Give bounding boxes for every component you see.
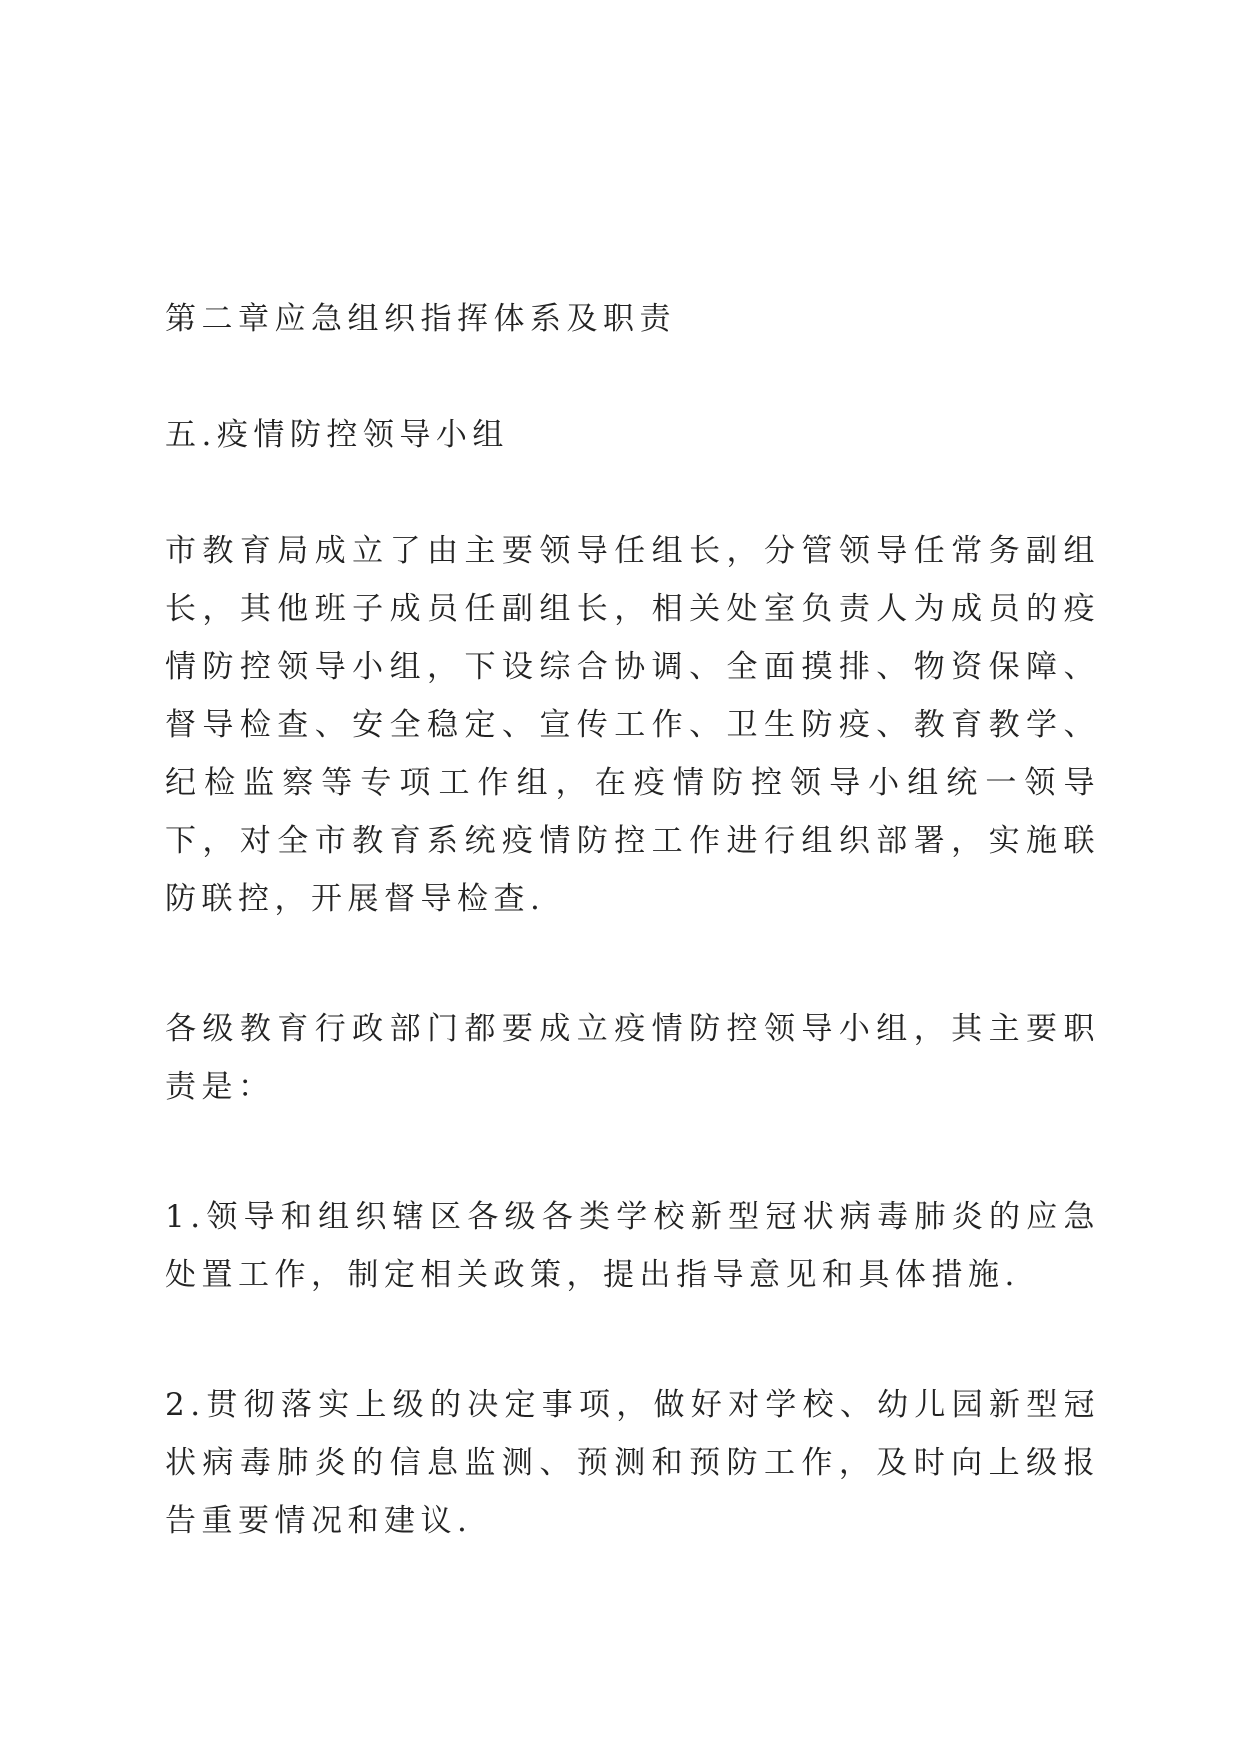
list-item-responsibility-1: 1.领导和组织辖区各级各类学校新型冠状病毒肺炎的应急处置工作，制定相关政策，提出指导意见和具体措施. [165, 1199, 1100, 1293]
paragraph-leadership-group: 市教育局成立了由主要领导任组长，分管领导任常务副组长，其他班子成员任副组长，相关处室负责人为成员的疫情防控领导小组，下设综合协调、全面摸排、物资保障、督导检查、安全稳定、宣传工作、卫生防疫、教育教学、纪检监察等专项工作组，在疫情防控领导小组统一领导下，对全市教育系统疫情防控工作进行组织部署，实施联防联控，开展督导检查. [165, 533, 1100, 917]
list-item-responsibility-2: 2.贯彻落实上级的决定事项，做好对学校、幼儿园新型冠状病毒肺炎的信息监测、预测和预防工作，及时向上级报告重要情况和建议. [165, 1387, 1100, 1539]
section-heading: 五.疫情防控领导小组 [165, 417, 509, 453]
chapter-heading: 第二章应急组织指挥体系及职责 [165, 301, 676, 337]
document-body [165, 290, 1100, 1550]
paragraph-responsibilities-intro: 各级教育行政部门都要成立疫情防控领导小组，其主要职责是： [165, 1011, 1100, 1105]
